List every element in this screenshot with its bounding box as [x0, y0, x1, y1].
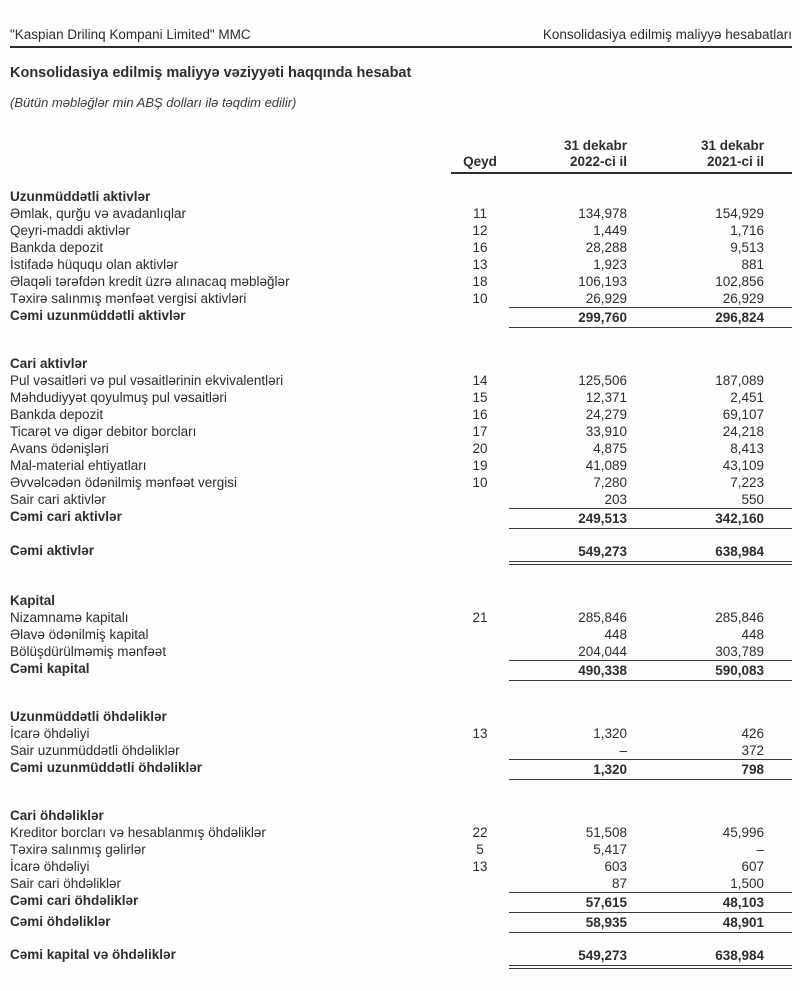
row-value-2022: 203: [604, 492, 627, 507]
table-row: [10, 858, 792, 875]
row-label: Nizamnamə kapitalı: [10, 610, 129, 625]
row-note-ref: 20: [472, 441, 488, 456]
row-label: Sair uzunmüddətli öhdəliklər: [10, 743, 180, 758]
table-row: [10, 205, 792, 222]
row-note-ref: 13: [472, 859, 488, 874]
row-label: Pul vəsaitləri və pul vəsaitlərinin ekvivalentləri: [10, 373, 284, 388]
row-value-2022: 1,320: [593, 726, 627, 741]
company-name: "Kaspian Drilinq Kompani Limited" MMC: [10, 27, 251, 42]
row-value-2021: 48,103: [637, 892, 792, 913]
row-label: Əlaqəli tərəfdən kredit üzrə alınacaq məbləğlər: [10, 274, 290, 289]
table-row: [10, 423, 792, 440]
row-label: Mal-material ehtiyatları: [10, 458, 147, 473]
table-row: [10, 307, 792, 328]
row-label: İcarə öhdəliyi: [10, 859, 90, 874]
row-label: Bankda depozit: [10, 407, 104, 422]
section-heading-row: [10, 592, 792, 609]
year-2022-column-header: 31 dekabr 2022-ci il: [509, 138, 637, 174]
row-label: Təxirə salınmış mənfəət vergisi aktivləri: [10, 291, 247, 306]
table-row: [10, 841, 792, 858]
row-value-2022: 28,288: [585, 240, 627, 255]
statement-title: Konsolidasiya edilmiş maliyyə vəziyyəti haqqında hesabat: [10, 65, 412, 81]
row-value-2022: 549,273: [509, 542, 637, 565]
row-note-ref: [451, 759, 509, 780]
row-value-2021: 7,223: [730, 475, 764, 490]
note-column-header: Qeyd: [451, 138, 509, 174]
row-value-2021: 550: [741, 492, 764, 507]
section-heading: Kapital: [10, 593, 56, 608]
row-value-2021: 638,984: [637, 542, 792, 565]
row-value-2022: 58,935: [509, 913, 637, 933]
table-row: [10, 372, 792, 389]
row-note-ref: [451, 626, 509, 643]
table-row: [10, 759, 792, 780]
row-value-2022: 299,760: [509, 307, 637, 328]
row-value-2021: 798: [637, 759, 792, 780]
row-label: Təxirə salınmış gəlirlər: [10, 842, 146, 857]
row-note-ref: 13: [472, 257, 488, 272]
section-heading: Cari öhdəliklər: [10, 808, 104, 823]
row-note-ref: 19: [472, 458, 488, 473]
row-value-2021: 285,846: [715, 610, 764, 625]
table-row: [10, 440, 792, 457]
row-label: Kreditor borcları və hesablanmış öhdəliklər: [10, 825, 266, 840]
table-row: [10, 742, 792, 759]
row-label: Ticarət və digər debitor borcları: [10, 424, 197, 439]
row-value-2022: 57,615: [509, 892, 637, 913]
table-row: [10, 609, 792, 626]
table-row: [10, 946, 792, 969]
currency-note: (Bütün məbləğlər min ABŞ dolları ilə təqdim edilir): [10, 95, 297, 110]
table-row: [10, 824, 792, 841]
row-label: Əlavə ödənilmiş kapital: [10, 627, 149, 642]
row-value-2021: 24,218: [722, 424, 764, 439]
row-label: Cəmi cari aktivlər: [10, 509, 122, 524]
row-value-2021: 48,901: [637, 913, 792, 933]
table-row: [10, 913, 792, 933]
section-heading: Uzunmüddətli aktivlər: [10, 189, 151, 204]
row-label: Əvvəlcədən ödənilmiş mənfəət vergisi: [10, 475, 238, 490]
row-note-ref: [451, 307, 509, 328]
row-value-2022: 603: [604, 859, 627, 874]
row-note-ref: 16: [472, 240, 488, 255]
table-row: [10, 389, 792, 406]
row-value-2021: 607: [741, 859, 764, 874]
row-value-2022: 33,910: [585, 424, 627, 439]
row-value-2022: 448: [604, 627, 627, 642]
row-note-ref: 17: [472, 424, 488, 439]
table-row: [10, 508, 792, 529]
row-value-2021: 9,513: [730, 240, 764, 255]
row-note-ref: 12: [472, 223, 488, 238]
label-column-header: [10, 138, 451, 174]
row-value-2022: 4,875: [593, 441, 627, 456]
row-value-2021: 426: [741, 726, 764, 741]
row-note-ref: 21: [472, 610, 488, 625]
section-heading-row: [10, 188, 792, 205]
row-note-ref: [451, 742, 509, 759]
row-label: Bankda depozit: [10, 240, 104, 255]
year-2021-column-header: 31 dekabr 2021-ci il: [637, 138, 792, 174]
row-note-ref: [451, 913, 509, 933]
row-note-ref: 10: [472, 291, 488, 306]
table-row: [10, 457, 792, 474]
row-label: Bölüşdürülməmiş mənfəət: [10, 644, 167, 659]
row-label: Qeyri-maddi aktivlər: [10, 223, 131, 238]
row-value-2021: 26,929: [722, 291, 764, 306]
row-value-2021: 2,451: [730, 390, 764, 405]
row-value-2021: 1,500: [730, 876, 764, 891]
table-row: [10, 239, 792, 256]
section-heading: Cari aktivlər: [10, 356, 88, 371]
row-note-ref: [451, 875, 509, 892]
row-value-2022: 1,449: [593, 223, 627, 238]
row-value-2022: 285,846: [578, 610, 627, 625]
row-note-ref: 5: [476, 842, 484, 857]
table-section: [10, 355, 792, 529]
row-note-ref: [451, 892, 509, 913]
row-value-2022: 125,506: [578, 373, 627, 388]
row-value-2021: 102,856: [715, 274, 764, 289]
document-header: [10, 27, 792, 48]
row-note-ref: 14: [472, 373, 488, 388]
row-label: İcarə öhdəliyi: [10, 726, 90, 741]
row-note-ref: 16: [472, 407, 488, 422]
row-note-ref: [451, 660, 509, 681]
row-value-2022: 24,279: [585, 407, 627, 422]
table-row: [10, 725, 792, 742]
table-column-headers: [10, 138, 792, 174]
row-value-2022: –: [619, 743, 627, 758]
table-section: [10, 946, 792, 969]
row-label: Cəmi öhdəliklər: [10, 914, 111, 929]
row-value-2021: 881: [741, 257, 764, 272]
section-heading-row: [10, 708, 792, 725]
row-value-2022: 26,929: [585, 291, 627, 306]
row-value-2021: 43,109: [722, 458, 764, 473]
row-note-ref: 10: [472, 475, 488, 490]
table-row: [10, 256, 792, 273]
row-value-2021: 342,160: [637, 508, 792, 529]
row-value-2022: 87: [611, 876, 627, 891]
row-note-ref: 11: [472, 206, 487, 221]
row-label: İstifadə hüququ olan aktivlər: [10, 257, 179, 272]
row-note-ref: [451, 946, 509, 969]
row-value-2021: 448: [741, 627, 764, 642]
table-row: [10, 273, 792, 290]
row-value-2021: 638,984: [637, 946, 792, 969]
row-value-2022: 12,371: [585, 390, 627, 405]
row-note-ref: [451, 542, 509, 565]
table-section: [10, 708, 792, 780]
row-value-2022: 51,508: [585, 825, 627, 840]
row-value-2022: 549,273: [509, 946, 637, 969]
row-value-2021: 296,824: [637, 307, 792, 328]
financial-position-table: [10, 138, 792, 969]
table-row: [10, 875, 792, 892]
table-row: [10, 892, 792, 913]
row-value-2021: 154,929: [715, 206, 764, 221]
section-heading-row: [10, 355, 792, 372]
table-section: [10, 807, 792, 933]
table-row: [10, 290, 792, 307]
row-value-2021: 590,083: [637, 660, 792, 681]
table-section: [10, 188, 792, 328]
row-note-ref: [451, 508, 509, 529]
table-row: [10, 542, 792, 565]
row-value-2021: 69,107: [722, 407, 764, 422]
row-note-ref: 18: [472, 274, 488, 289]
table-row: [10, 643, 792, 660]
table-row: [10, 222, 792, 239]
row-value-2022: 1,320: [509, 759, 637, 780]
row-note-ref: 22: [472, 825, 488, 840]
row-value-2021: 45,996: [722, 825, 764, 840]
table-row: [10, 626, 792, 643]
row-value-2021: 372: [741, 743, 764, 758]
row-value-2022: 134,978: [578, 206, 627, 221]
row-note-ref: 15: [472, 390, 488, 405]
row-value-2021: 1,716: [730, 223, 764, 238]
row-label: Cəmi aktivlər: [10, 543, 95, 558]
row-label: Cəmi uzunmüddətli aktivlər: [10, 308, 186, 323]
row-value-2022: 41,089: [585, 458, 627, 473]
row-label: Cəmi kapital: [10, 661, 90, 676]
row-value-2021: 187,089: [715, 373, 764, 388]
row-value-2022: 106,193: [578, 274, 627, 289]
section-heading: Uzunmüddətli öhdəliklər: [10, 709, 167, 724]
row-note-ref: 13: [472, 726, 488, 741]
row-label: Cəmi cari öhdəliklər: [10, 893, 139, 908]
row-note-ref: [451, 643, 509, 660]
table-row: [10, 660, 792, 681]
row-value-2022: 5,417: [593, 842, 627, 857]
table-row: [10, 491, 792, 508]
row-value-2022: 204,044: [578, 644, 627, 659]
table-row: [10, 474, 792, 491]
section-heading-row: [10, 807, 792, 824]
row-label: Cəmi kapital və öhdəliklər: [10, 947, 176, 962]
table-section: [10, 592, 792, 681]
row-label: Sair cari öhdəliklər: [10, 876, 122, 891]
row-value-2022: 1,923: [593, 257, 627, 272]
row-note-ref: [451, 491, 509, 508]
row-label: Avans ödənişləri: [10, 441, 109, 456]
row-value-2022: 249,513: [509, 508, 637, 529]
row-value-2022: 490,338: [509, 660, 637, 681]
table-row: [10, 406, 792, 423]
row-value-2021: –: [756, 842, 764, 857]
row-label: Əmlak, qurğu və avadanlıqlar: [10, 206, 187, 221]
row-label: Məhdudiyyət qoyulmuş pul vəsaitləri: [10, 390, 227, 405]
row-value-2022: 7,280: [593, 475, 627, 490]
row-value-2021: 303,789: [715, 644, 764, 659]
table-body: [10, 188, 792, 969]
row-value-2021: 8,413: [730, 441, 764, 456]
row-label: Sair cari aktivlər: [10, 492, 107, 507]
report-set-title: Konsolidasiya edilmiş maliyyə hesabatları: [542, 27, 792, 42]
row-label: Cəmi uzunmüddətli öhdəliklər: [10, 760, 203, 775]
table-section: [10, 542, 792, 565]
